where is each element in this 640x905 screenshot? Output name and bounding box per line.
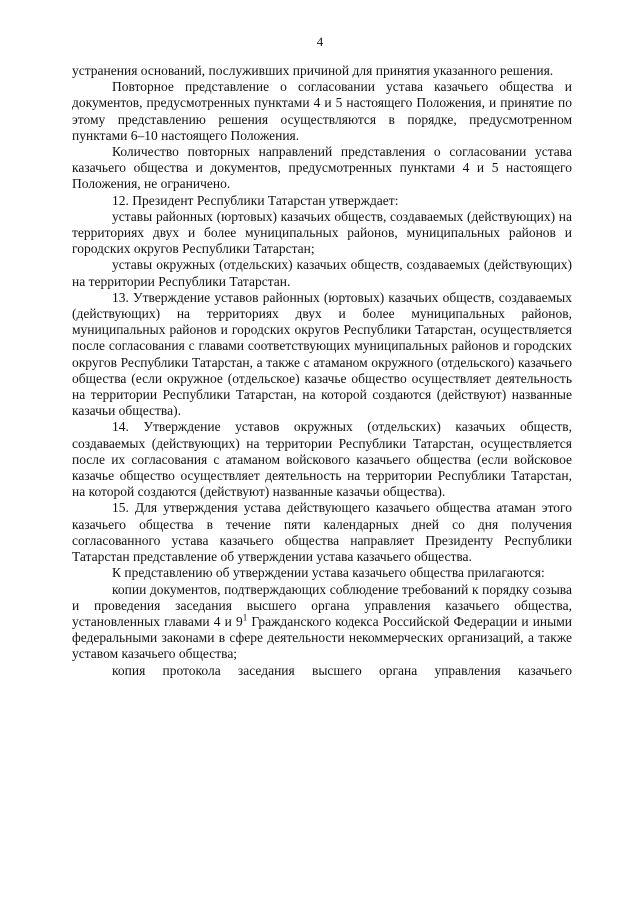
- paragraph-text: Гражданского кодекса Российской Федерации и иными федеральными законами в сфере деятельности некоммерческих организаций, а также уставом казачьего общества;: [72, 613, 572, 662]
- paragraph: [72, 582, 572, 663]
- paragraph: К представлению об утверждении устава казачьего общества прилагаются:: [112, 565, 545, 581]
- paragraph: Количество повторных направлений представления о согласовании устава казачьего общества и документов, предусмотренных пунктами 4 и 5 настоящего Положения, не ограничено.: [72, 144, 572, 192]
- page-number: 4: [316, 34, 324, 49]
- paragraph: уставы окружных (отдельских) казачьих обществ, создаваемых (действующих) на территории Республики Татарстан.: [72, 257, 572, 289]
- paragraph: 15. Для утверждения устава действующего казачьего общества атаман этого казачьего общества в течение пяти календарных дней со дня получения согласованного устава казачьего общества направляет Президенту Республики Татарстан представление об утверждении устава казачьего общества.: [72, 500, 572, 565]
- paragraph: 13. Утверждение уставов районных (юртовых) казачьих обществ, создаваемых (действующих) на территориях двух и более муниципальных районов, муниципальных районов и городских округов Республики Татарстан, осуществляется после согласования с главами соответствующих муниципальных районов и городских округов Республики Татарстан, а также с атаманом окружного (отдельского) казачьего общества (если окружное (отдельское) казачье общество осуществляет деятельность на территории Республики Татарстан, на которой создаются (действуют) названные казачьи общества).: [72, 289, 572, 419]
- paragraph-text: копии документов, подтверждающих соблюдение требований к порядку созыва и проведения заседания высшего органа управления казачьего общества, установленных главами 4 и 9: [72, 581, 572, 629]
- paragraph: 14. Утверждение уставов окружных (отдельских) казачьих обществ, создаваемых (действующих) на территории Республики Татарстан, осуществляется после их согласования с атаманом войскового казачьего общества (если войсковое казачье общество осуществляет деятельность на территории Республики Татарстан, на которой создаются (действуют) названные казачьи общества).: [72, 419, 572, 500]
- paragraph: Повторное представление о согласовании устава казачьего общества и документов, предусмотренных пунктами 4 и 5 настоящего Положения, и принятие по этому представлению решения осуществляются в порядке, предусмотренном пунктами 6–10 настоящего Положения.: [72, 79, 572, 143]
- paragraph: копия протокола заседания высшего органа управления казачьего: [112, 662, 572, 678]
- paragraph: 12. Президент Республики Татарстан утверждает:: [112, 192, 399, 208]
- paragraph: уставы районных (юртовых) казачьих обществ, создаваемых (действующих) на территориях двух и более муниципальных районов, муниципальных районов и городских округов Республики Татарстан;: [72, 208, 572, 257]
- paragraph: устранения оснований, послуживших причиной для принятия указанного решения.: [72, 63, 554, 78]
- document-body: [72, 63, 572, 679]
- superscript: 1: [242, 612, 248, 623]
